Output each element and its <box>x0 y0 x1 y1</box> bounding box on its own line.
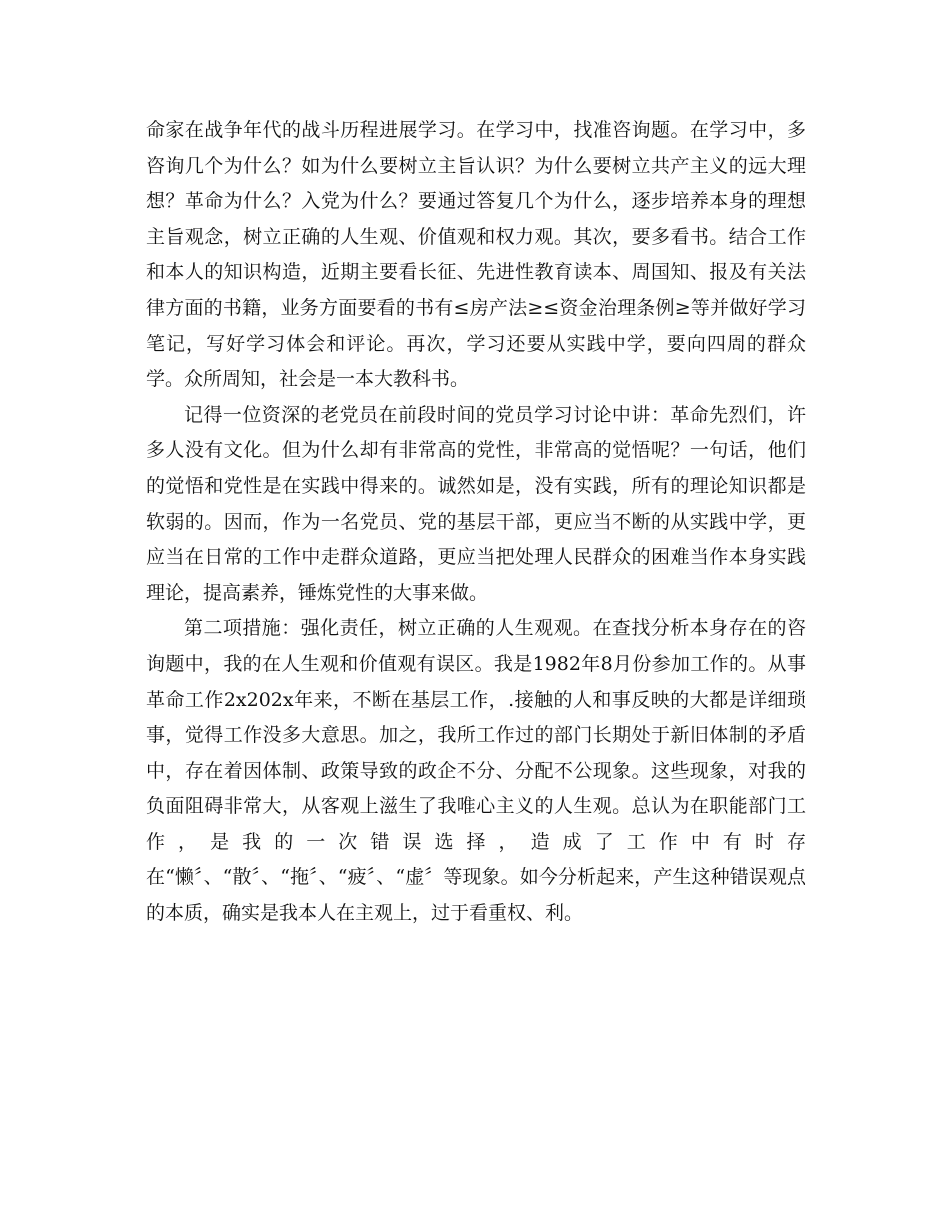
paragraph-2: 记得一位资深的老党员在前段时间的党员学习讨论中讲：革命先烈们，许多人没有文化。但为什么却有非常高的党性，非常高的觉悟呢？一句话，他们的觉悟和党性是在实践中得来的。诚然如是，没有实践，所有的理论知识都是软弱的。因而，作为一名党员、党的基层干部，更应当不断的从实践中学，更应当在日常的工作中走群众道路，更应当把处理人民群众的困难当作本身实践理论，提高素养，锤炼党性的大事来做。 <box>146 403 806 604</box>
paragraph-1: 命家在战争年代的战斗历程进展学习。在学习中，找准咨询题。在学习中，多咨询几个为什么？如为什么要树立主旨认识？为什么要树立共产主义的远大理想？革命为什么？入党为什么？要通过答复几个为什么，逐步培养本身的理想主旨观念，树立正确的人生观、价值观和权力观。其次，要多看书。结合工作和本人的知识构造，近期主要看长征、先进性教育读本、周国知、报及有关法律方面的书籍，业务方面要看的书有≤房产法≥≤资金治理条例≥等并做好学习笔记，写好学习体会和评论。再次，学习还要从实践中学，要向四周的群众学。众所周知，社会是一本大教科书。 <box>146 119 806 391</box>
paragraph-3: 第二项措施：强化责任，树立正确的人生观观。在查找分析本身存在的咨询题中，我的在人生观和价值观有误区。我是1982年8月份参加工作的。从事革命工作2x202x年来，不断在基层工作，.接触的人和事反映的大都是详细琐事，觉得工作没多大意思。加之，我所工作过的部门长期处于新旧体制的矛盾中，存在着因体制、政策导致的政企不分、分配不公现象。这些现象，对我的负面阻碍非常大，从客观上滋生了我唯心主义的人生观。总认为在职能部门工作，是我的一次错误选择，造成了工作中有时存在“懒〞、“散〞、“拖〞、“疲〞、“虚〞等现象。如今分析起来，产生这种错误观点的本质，确实是我本人在主观上，过于看重权、利。 <box>146 617 806 925</box>
body-text <box>146 113 806 932</box>
